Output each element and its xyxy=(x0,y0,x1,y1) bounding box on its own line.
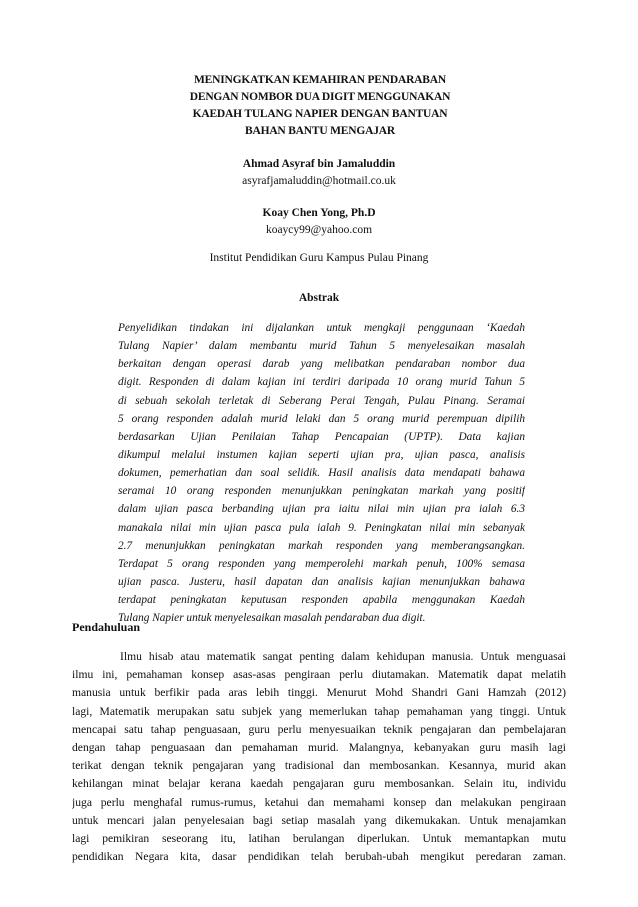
abstract-line: terdapat peningkatan keputusan responden apabila menggunakan Kaedah xyxy=(118,594,525,607)
body-line: kehilangan minat belajar kerana kaedah pengajaran guru membosankan. Selain itu, individu xyxy=(72,777,566,791)
abstract-line: 5 orang responden adalah murid lelaki dan 5 orang murid perempuan dipilih xyxy=(118,412,525,425)
institution: Institut Pendidikan Guru Kampus Pulau Pinang xyxy=(209,252,429,264)
abstract-line: 2.7 menunjukkan peningkatan markah responden yang memberangsangkan. xyxy=(118,539,525,552)
title-line: MENINGKATKAN KEMAHIRAN PENDARABAN xyxy=(194,74,446,86)
body-line: dengan tahap penguasaan dan pemahaman murid. Malangnya, kebanyakan guru masih lagi xyxy=(72,740,566,754)
section-heading: Pendahuluan xyxy=(72,620,141,634)
author-block xyxy=(0,205,638,239)
body-line: lagi, Matematik merupakan satu subjek yang memerlukan tahap pemahaman yang tinggi. Untuk xyxy=(72,704,566,718)
abstract-line: berdasarkan Ujian Penilaian Tahap Pencapaian (UPTP). Data kajian xyxy=(118,430,525,443)
title-line: DENGAN NOMBOR DUA DIGIT MENGGUNAKAN xyxy=(189,91,451,103)
body-line: pendidikan Negara kita, dasar pendidikan telah berubah-ubah mengikut peredaran zaman. xyxy=(72,850,566,864)
abstract-line: Tulang Napier’ dalam membantu murid Tahun 5 menyelesaikan masalah xyxy=(118,340,525,353)
abstract-line: dokumen, pemerhatian dan soal selidik. Hasil analisis data mendapati bahawa xyxy=(118,467,525,480)
body-line: Ilmu hisab atau matematik sangat penting dalam kehidupan manusia. Untuk menguasai xyxy=(120,650,566,663)
body-line: mencapai satu tahap penguasaan, guru perlu menyesuaikan teknik pengajaran dan pembelajaran xyxy=(72,722,566,736)
abstract-line: Penyelidikan tindakan ini dijalankan untuk mengkaji penggunaan ‘Kaedah xyxy=(118,322,525,334)
abstract-line: Tulang Napier untuk menyelesaikan masalah pendaraban dua digit. xyxy=(118,612,426,625)
abstract-line: dalam ujian pasca berbanding ujian pra iaitu nilai min ujian pra ialah 6.3 xyxy=(118,503,525,516)
body-line: lagi pemikiran seseorang itu, latihan berulangan diperlukan. Untuk memantapkan mutu xyxy=(72,831,566,845)
author-name: Ahmad Asyraf bin Jamaluddin xyxy=(242,158,396,170)
body-line: terikat dengan teknik pengajaran yang tradisional dan membosankan. Kesannya, murid akan xyxy=(72,759,566,773)
abstract-heading: Abstrak xyxy=(298,292,340,304)
author-email: asyrafjamaluddin@hotmail.co.uk xyxy=(242,175,396,187)
paper-title xyxy=(120,72,520,140)
abstract-line: manakala nilai min ujian pasca pula ialah 9. Peningkatan nilai min sebanyak xyxy=(118,521,525,534)
abstract-line: berkaitan dengan operasi darab yang melibatkan pendaraban nombor dua xyxy=(118,358,525,371)
body-line: juga perlu menghafal rumus-rumus, ketahui dan memahami konsep dan melakukan pengiraan xyxy=(72,795,566,809)
body-line: untuk mencari jalan penyelesaian bagi setiap masalah yang dikemukakan. Untuk menajamkan xyxy=(72,813,566,827)
abstract-line: dikumpul melalui instumen kajian seperti ujian pra, ujian pasca, analisis xyxy=(118,448,525,461)
abstract-line: di sebuah sekolah terletak di Seberang Perai Tengah, Pulau Pinang. Seramai xyxy=(118,394,525,407)
abstract-line: Terdapat 5 orang responden yang memperolehi markah penuh, 100% semasa xyxy=(118,557,525,570)
abstract-line: seramai 10 orang responden menunjukkan peningkatan markah yang positif xyxy=(118,485,525,498)
body-line: manusia untuk berfikir pada aras lebih tinggi. Menurut Mohd Shandri Gani Hamzah (2012) xyxy=(72,686,566,700)
author-block xyxy=(0,156,638,190)
author-name: Koay Chen Yong, Ph.D xyxy=(262,207,376,219)
section-body xyxy=(72,648,566,866)
abstract-line: ujian pasca. Justeru, hasil dapatan dan analisis kajian menunjukkan bahawa xyxy=(118,575,525,588)
abstract-body xyxy=(118,319,525,627)
title-line: BAHAN BANTU MENGAJAR xyxy=(245,125,395,137)
body-line: ilmu ini, pemahaman konsep asas-asas pengiraan perlu diutamakan. Matematik dapat melatih xyxy=(72,668,566,682)
abstract-line: digit. Responden di dalam kajian ini terdiri daripada 10 orang murid Tahun 5 xyxy=(118,376,525,389)
author-email: koaycy99@yahoo.com xyxy=(265,224,373,236)
title-line: KAEDAH TULANG NAPIER DENGAN BANTUAN xyxy=(192,108,448,120)
